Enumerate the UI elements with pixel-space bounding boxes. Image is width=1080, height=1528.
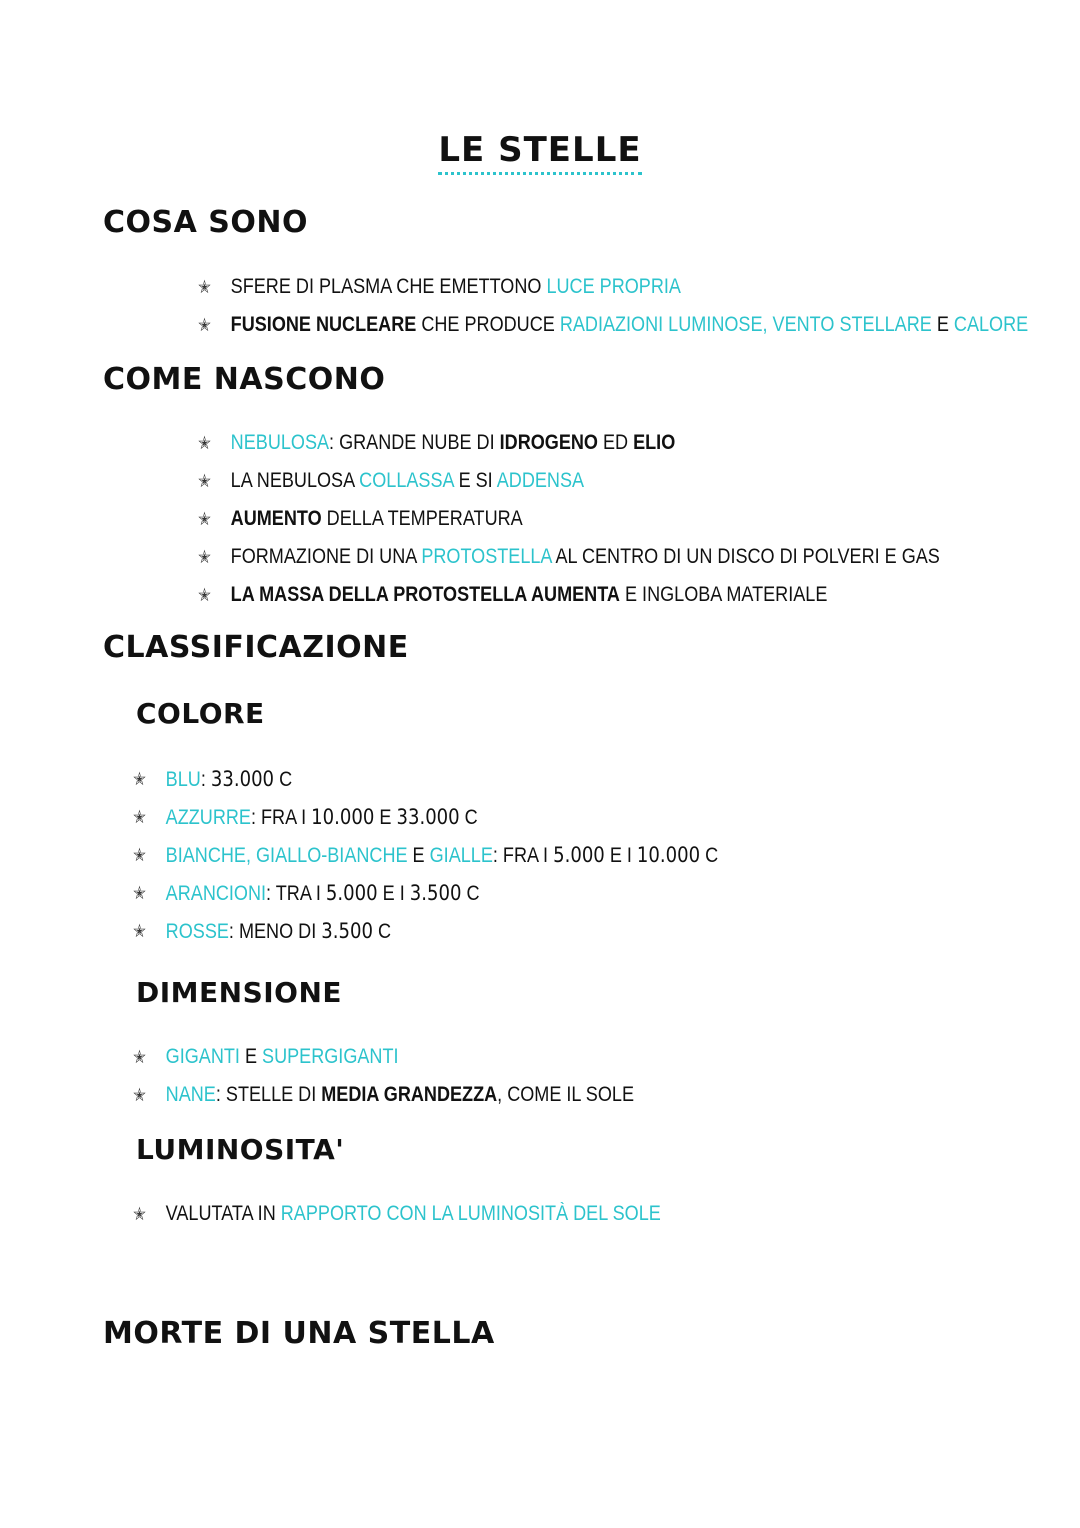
list-colore <box>133 760 813 950</box>
list-item-text: E <box>374 806 397 829</box>
list-luminosita <box>133 1195 747 1233</box>
heading-luminosita: LUMINOSITA' <box>136 1133 345 1166</box>
heading-cosa-sono: COSA SONO <box>103 205 309 240</box>
list-item-text: AZZURRE <box>165 806 251 829</box>
list-item-text: LUCE PROPRIA <box>546 275 681 298</box>
list-item-text: ARANCIONI <box>165 882 267 905</box>
list-item-text: AL CENTRO DI UN DISCO DI POLVERI E GAS <box>551 545 940 568</box>
list-item-text: ADDENSA <box>496 469 585 492</box>
list-cosa-sono <box>198 268 1080 344</box>
star-bullet-icon: ✭ <box>198 315 211 335</box>
list-item-text: 3.500 <box>409 881 462 905</box>
list-item-text: PROTOSTELLA <box>421 545 552 568</box>
list-item-text: CALORE <box>953 313 1029 336</box>
list-item <box>133 1076 634 1114</box>
star-bullet-icon: ✭ <box>133 883 146 903</box>
star-bullet-icon: ✭ <box>198 433 211 453</box>
list-item <box>198 268 1028 306</box>
list-item <box>198 576 940 614</box>
list-item-text: : <box>200 768 211 791</box>
list-item-text: RADIAZIONI LUMINOSE, VENTO STELLARE <box>559 313 932 336</box>
list-item-text: LA MASSA DELLA PROTOSTELLA AUMENTA <box>230 583 620 606</box>
list-item <box>133 1038 634 1076</box>
list-item-text: LA NEBULOSA <box>230 469 360 492</box>
list-item-text: C <box>700 844 719 867</box>
list-item <box>133 912 718 950</box>
list-item-text: NEBULOSA <box>230 431 330 454</box>
list-item-text: NANE <box>165 1083 216 1106</box>
list-item-text: E <box>931 313 954 336</box>
list-item-text: 10.000 <box>636 843 701 867</box>
list-item <box>198 500 940 538</box>
list-item-text: 10.000 <box>311 805 375 829</box>
list-item-text: , COME IL SOLE <box>497 1083 635 1106</box>
list-item-text: RAPPORTO CON LA LUMINOSITÀ DEL SOLE <box>280 1202 661 1225</box>
list-come-nascono <box>198 424 1061 614</box>
list-item-text: E SI <box>453 469 497 492</box>
list-item-text: E <box>407 844 430 867</box>
list-item-text: ED <box>597 431 634 454</box>
list-item <box>198 538 940 576</box>
list-item <box>198 424 940 462</box>
page-title: LE STELLE <box>0 130 1080 170</box>
list-item-text: DELLA TEMPERATURA <box>321 507 523 530</box>
list-item-text: AUMENTO <box>230 507 322 530</box>
list-item-text: FORMAZIONE DI UNA <box>230 545 422 568</box>
star-bullet-icon: ✭ <box>198 277 211 297</box>
list-item <box>198 306 1028 344</box>
star-bullet-icon: ✭ <box>133 845 146 865</box>
list-item-text: GIALLE <box>429 844 493 867</box>
list-item-text: E <box>239 1045 263 1068</box>
list-item <box>133 760 718 798</box>
list-item-text: C <box>459 806 478 829</box>
heading-morte-di-una-stella: MORTE DI UNA STELLA <box>103 1316 495 1351</box>
list-item-text: C <box>372 920 391 943</box>
heading-dimensione: DIMENSIONE <box>136 976 343 1009</box>
list-item-text: VALUTATA IN <box>165 1202 281 1225</box>
list-dimensione <box>133 1038 716 1114</box>
list-item-text: GIGANTI <box>165 1045 240 1068</box>
list-item-text: ELIO <box>633 431 676 454</box>
star-bullet-icon: ✭ <box>133 1047 146 1067</box>
list-item-text: ROSSE <box>165 920 229 943</box>
star-bullet-icon: ✭ <box>198 471 211 491</box>
list-item-text: C <box>461 882 480 905</box>
heading-colore: COLORE <box>136 697 265 730</box>
list-item-text: SFERE DI PLASMA CHE EMETTONO <box>230 275 547 298</box>
list-item-text: : TRA I <box>266 882 326 905</box>
list-item-text: IDROGENO <box>499 431 598 454</box>
list-item-text: COLLASSA <box>359 469 454 492</box>
heading-come-nascono: COME NASCONO <box>103 362 386 397</box>
star-bullet-icon: ✭ <box>133 1085 146 1105</box>
star-bullet-icon: ✭ <box>198 585 211 605</box>
list-item-text: 3.500 <box>321 919 373 943</box>
list-item-text: 5.000 <box>325 881 378 905</box>
list-item-text: 5.000 <box>553 843 605 867</box>
list-item-text: FUSIONE NUCLEARE <box>230 313 417 336</box>
star-bullet-icon: ✭ <box>133 1204 146 1224</box>
star-bullet-icon: ✭ <box>133 921 146 941</box>
list-item-text: CHE PRODUCE <box>416 313 560 336</box>
list-item-text: SUPERGIGANTI <box>262 1045 399 1068</box>
heading-classificazione: CLASSIFICAZIONE <box>103 630 409 665</box>
list-item <box>198 462 940 500</box>
star-bullet-icon: ✭ <box>198 547 211 567</box>
list-item-text: : GRANDE NUBE DI <box>329 431 500 454</box>
list-item-text: E INGLOBA MATERIALE <box>619 583 828 606</box>
list-item <box>133 836 718 874</box>
list-item-text: MEDIA GRANDEZZA <box>321 1083 498 1106</box>
list-item-text: BIANCHE, GIALLO-BIANCHE <box>165 844 408 867</box>
list-item <box>133 1195 661 1233</box>
list-item-text: : MENO DI <box>228 920 322 943</box>
list-item <box>133 874 718 912</box>
star-bullet-icon: ✭ <box>133 807 146 827</box>
list-item-text: : STELLE DI <box>215 1083 322 1106</box>
list-item-text: C <box>274 768 293 791</box>
star-bullet-icon: ✭ <box>198 509 211 529</box>
list-item-text: BLU <box>165 768 201 791</box>
list-item-text: E I <box>377 882 410 905</box>
list-item-text: : FRA I <box>492 844 554 867</box>
list-item-text: : FRA I <box>250 806 312 829</box>
list-item-text: E I <box>604 844 637 867</box>
list-item-text: 33.000 <box>210 767 275 791</box>
star-bullet-icon: ✭ <box>133 769 146 789</box>
list-item <box>133 798 718 836</box>
list-item-text: 33.000 <box>396 805 460 829</box>
